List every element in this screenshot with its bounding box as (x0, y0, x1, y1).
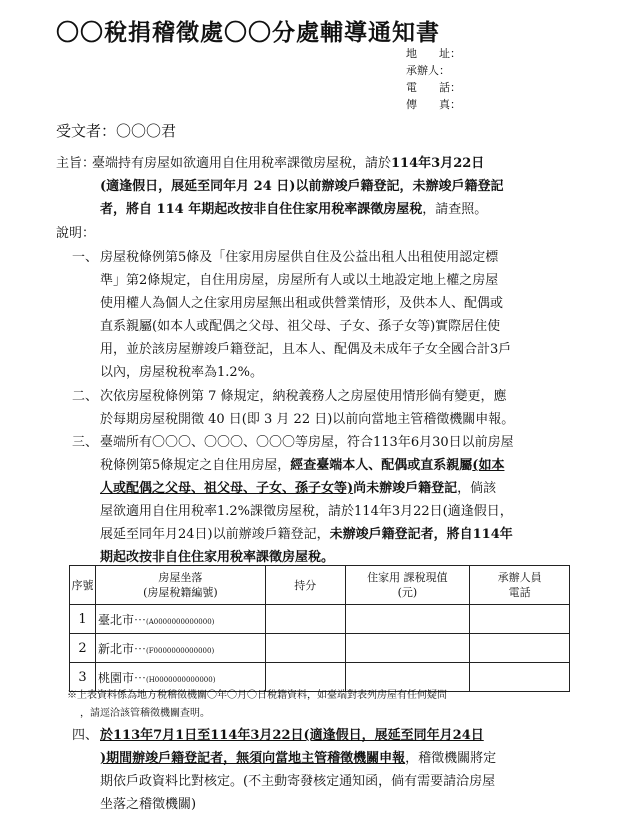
contact-phone: 電 話： (406, 81, 461, 94)
row-location: 臺北市⋯(A0000000000000) (95, 605, 265, 634)
subject-line-3: 者，將自 114 年期起改按非自住住家用稅率課徵房屋稅，請查照。 (100, 202, 488, 217)
contact-address: 地 址： (406, 47, 461, 60)
table-note-line-2: ，請逕洽該管稽徵機關查明。 (80, 708, 210, 719)
table-row (70, 634, 570, 663)
item3-line-1: 臺端所有〇〇〇、〇〇〇、〇〇〇等房屋，符合113年6月30日以前房屋 (100, 435, 514, 450)
item3-line-3: 人或配偶之父母、祖父母、子女、孫子女等)尚未辦竣戶籍登記，倘該 (100, 481, 497, 496)
row-officer (470, 634, 570, 663)
item1-line: 用，並於該房屋辦竣戶籍登記，且本人、配偶及未成年子女全國合計3戶 (100, 342, 512, 357)
item4-line-2: )期間辦竣戶籍登記者，無須向當地主管稽徵機關申報，稽徵機關將定 (100, 751, 497, 766)
row-number: 3 (70, 663, 96, 692)
item4-line-3: 期依戶政資料比對核定。(不主動寄發核定通知函，倘有需要請洽房屋 (100, 774, 496, 789)
row-officer (470, 605, 570, 634)
table-row (70, 605, 570, 634)
row-value (345, 634, 470, 663)
item3-line-2: 稅條例第5條規定之自住用房屋，經查臺端本人、配偶或直系親屬(如本 (100, 458, 505, 473)
explain-label: 說明： (56, 226, 96, 241)
row-officer (470, 663, 570, 692)
col-header-value: 住家用 課稅現值 (元) (345, 566, 470, 605)
item3-number: 三、 (72, 435, 99, 450)
item1-line: 房屋稅條例第5條及「住家用房屋供自住及公益出租人出租使用認定標 (100, 250, 499, 265)
page-title: 〇〇稅捐稽徵處〇〇分處輔導通知書 (56, 19, 440, 46)
row-location: 桃園市⋯(H0000000000000) (95, 663, 265, 692)
item3-line-4: 屋欲適用自住用稅率1.2%課徵房屋稅，請於114年3月22日(適逢假日， (100, 504, 513, 519)
item2-line: 次依房屋稅條例第 7 條規定，納稅義務人之房屋使用情形倘有變更，應 (100, 389, 507, 404)
item4-line-1: 於113年7月1日至114年3月22日(適逢假日，展延至同年月24日 (100, 728, 484, 743)
property-table (69, 565, 570, 692)
row-location: 新北市⋯(F0000000000000) (95, 634, 265, 663)
col-header-share: 持分 (265, 566, 345, 605)
addressee: 受文者：〇〇〇君 (56, 122, 177, 140)
row-number: 2 (70, 634, 96, 663)
item1-line: 直系親屬(如本人或配偶之父母、祖父母、子女、孫子女等)實際居住使 (100, 319, 501, 334)
col-header-location: 房屋坐落 (房屋稅籍編號) (95, 566, 265, 605)
item1-line: 準」第2條規定，自住用房屋，房屋所有人或以土地設定地上權之房屋 (100, 273, 499, 288)
subject-line-1: 臺端持有房屋如欲適用自住用稅率課徵房屋稅，請於114年3月22日 (92, 156, 485, 171)
row-number: 1 (70, 605, 96, 634)
item4-number: 四、 (72, 728, 99, 743)
row-value (345, 605, 470, 634)
contact-fax: 傳 真： (406, 98, 461, 111)
item1-number: 一、 (72, 250, 99, 265)
table-note-line-1: ※上表資料係為地方稅稽徵機關〇年〇月〇日稅籍資料，如臺端對表列房屋有任何疑問 (67, 690, 447, 701)
item2-line: 於每期房屋稅開徵 40 日(即 3 月 22 日)以前向當地主管稽徵機關申報。 (100, 412, 515, 427)
col-header-no: 序號 (70, 566, 96, 605)
col-header-officer: 承辦人員 電話 (470, 566, 570, 605)
item3-line-6: 期起改按非自住住家用稅率課徵房屋稅。 (100, 550, 335, 565)
subject-line-2: (適逢假日，展延至同年月 24 日)以前辦竣戶籍登記，未辦竣戶籍登記 (100, 179, 504, 194)
item3-line-5: 展延至同年月24日)以前辦竣戶籍登記，未辦竣戶籍登記者，將自114年 (100, 527, 513, 542)
item2-number: 二、 (72, 389, 99, 404)
table-header-row (70, 566, 570, 605)
row-share (265, 634, 345, 663)
row-share (265, 605, 345, 634)
contact-officer: 承辦人： (406, 64, 450, 77)
item4-line-4: 坐落之稽徵機關) (100, 797, 197, 812)
subject-label: 主旨： (56, 156, 96, 171)
item1-line: 使用權人為個人之住家用房屋無出租或供營業情形，及供本人、配偶或 (100, 296, 504, 311)
item1-line: 以內，房屋稅稅率為1.2%。 (100, 365, 264, 380)
